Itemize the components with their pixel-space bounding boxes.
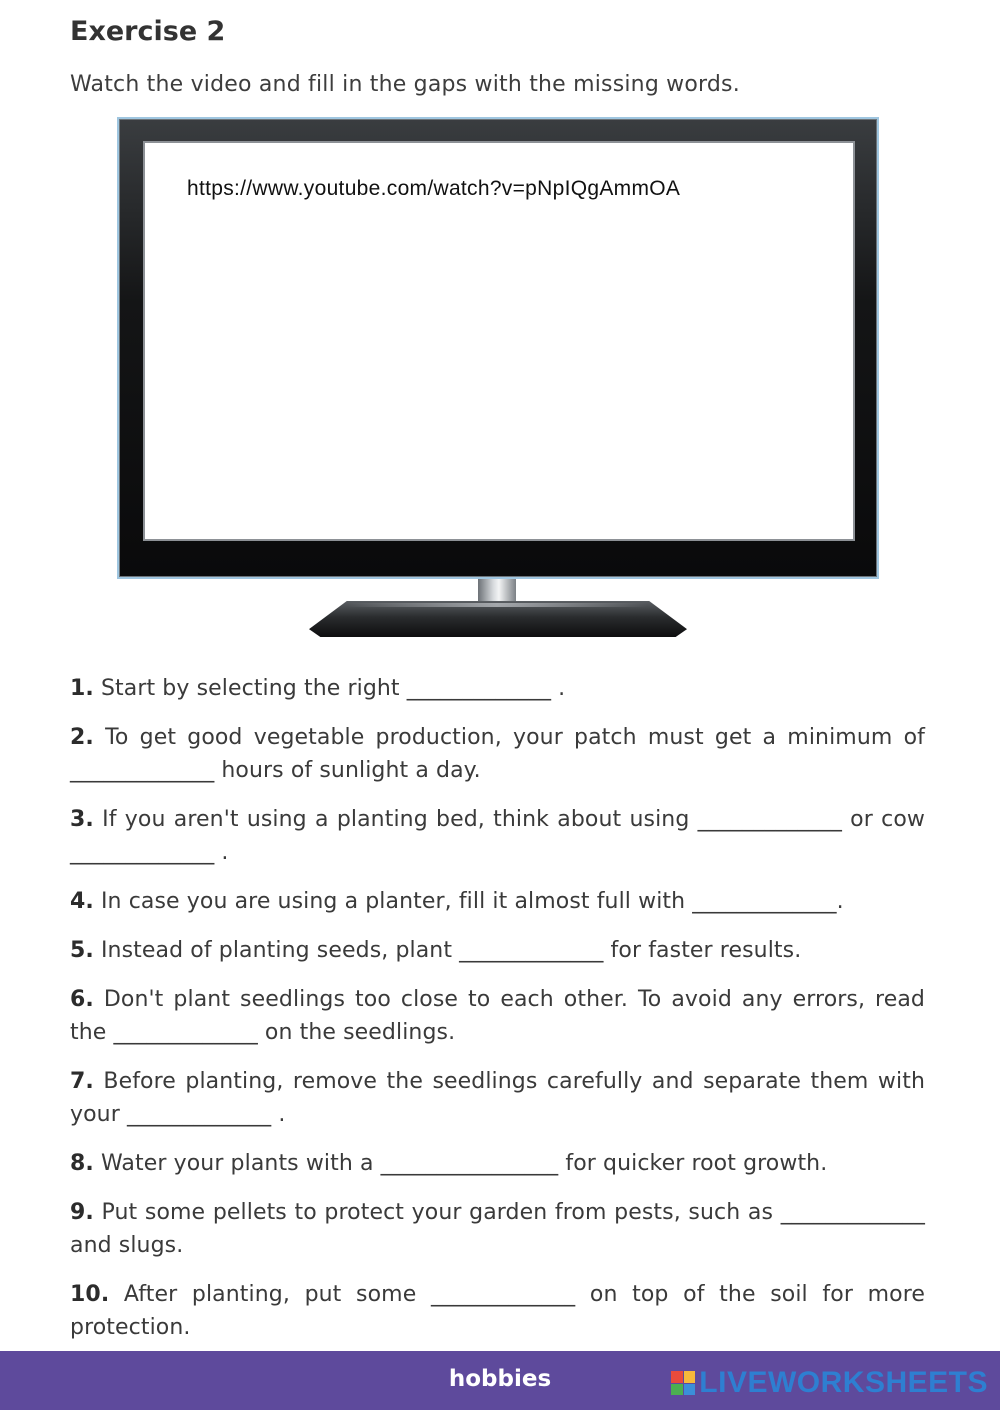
question-4 xyxy=(70,885,925,918)
question-text: Start by selecting the right _____________ . xyxy=(100,676,566,701)
question-1 xyxy=(70,672,925,705)
question-10 xyxy=(70,1278,925,1344)
question-number: 9. xyxy=(70,1200,94,1225)
liveworksheets-logo-mark-icon xyxy=(671,1371,695,1395)
footer-topic-label: hobbies xyxy=(448,1366,552,1392)
question-6 xyxy=(70,983,925,1049)
question-text: To get good vegetable production, your patch must get a minimum of _____________ hours of sunlight a day. xyxy=(70,725,925,783)
question-text: After planting, put some _____________ on top of the soil for more protection. xyxy=(70,1282,925,1340)
exercise-title: Exercise 2 xyxy=(70,16,226,47)
question-number: 1. xyxy=(70,676,94,701)
question-number: 5. xyxy=(70,938,94,963)
question-number: 4. xyxy=(70,889,94,914)
question-2 xyxy=(70,721,925,787)
liveworksheets-logo xyxy=(671,1368,988,1398)
tv-frame xyxy=(117,117,879,579)
liveworksheets-logo-text: LIVEWORKSHEETS xyxy=(699,1366,988,1399)
question-number: 8. xyxy=(70,1151,94,1176)
question-number: 10. xyxy=(70,1282,110,1307)
question-5 xyxy=(70,934,925,967)
question-text: Put some pellets to protect your garden from pests, such as _____________ and slugs. xyxy=(70,1200,925,1258)
footer-bar xyxy=(0,1351,1000,1410)
video-url: https://www.youtube.com/watch?v=pNpIQgAmmOA xyxy=(187,177,681,200)
question-number: 6. xyxy=(70,987,94,1012)
question-list xyxy=(70,672,925,1360)
question-text: Before planting, remove the seedlings carefully and separate them with your _____________ . xyxy=(70,1069,926,1127)
question-number: 2. xyxy=(70,725,94,750)
question-7 xyxy=(70,1065,925,1131)
question-8 xyxy=(70,1147,925,1180)
question-text: Don't plant seedlings too close to each other. To avoid any errors, read the _____________ on the seedlings. xyxy=(70,987,925,1045)
tv-stand-highlight xyxy=(347,603,647,607)
question-text: Water your plants with a ________________ for quicker root growth. xyxy=(100,1151,828,1176)
tv-screen xyxy=(143,141,855,541)
question-number: 7. xyxy=(70,1069,94,1094)
question-number: 3. xyxy=(70,807,94,832)
exercise-instructions: Watch the video and fill in the gaps with the missing words. xyxy=(70,72,740,97)
question-text: Instead of planting seeds, plant _____________ for faster results. xyxy=(100,938,802,963)
question-9 xyxy=(70,1196,925,1262)
tv-illustration xyxy=(117,117,879,642)
question-text: In case you are using a planter, fill it almost full with _____________. xyxy=(100,889,844,914)
question-text: If you aren't using a planting bed, think about using _____________ or cow _____________ . xyxy=(70,807,925,865)
question-3 xyxy=(70,803,925,869)
